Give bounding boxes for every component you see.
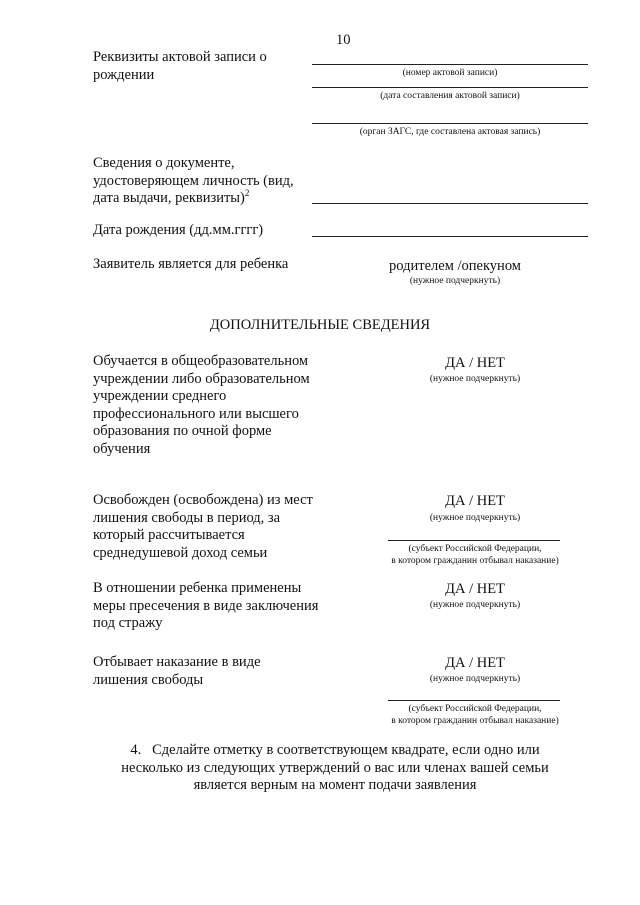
id-document-label: [93, 155, 308, 208]
item-released-label: Освобожден (освобождена) из мест лишения свободы в период, за который рассчитывается среднедушевой доход семьи: [93, 492, 313, 561]
item-studying-label: Обучается в общеобразовательном учреждении либо образовательном учреждении среднего профессионального или высшего образования по очной форме обучения: [93, 353, 310, 457]
page-number: 10: [336, 32, 351, 48]
birth-record-number-line[interactable]: [312, 64, 588, 65]
footnote-marker: 2: [244, 188, 250, 199]
item-released-answer[interactable]: ДА / НЕТ: [445, 493, 505, 509]
item-serving-subject-hint-1: (субъект Российской Федерации,: [408, 704, 542, 714]
item-serving-answer[interactable]: ДА / НЕТ: [445, 655, 505, 671]
birth-record-label: Реквизиты актовой записи о рождении: [93, 49, 267, 83]
birth-record-office-hint: (орган ЗАГС, где составлена актовая запись): [359, 127, 541, 137]
item-serving-subject-hint-2: в котором гражданин отбывал наказание): [391, 716, 559, 726]
item-serving-subject-line[interactable]: [388, 700, 560, 701]
item-studying-answer[interactable]: ДА / НЕТ: [445, 355, 505, 371]
id-document-label-text: Сведения о документе, удостоверяющем личность (вид, дата выдачи, реквизиты): [93, 155, 294, 206]
id-document-line[interactable]: [312, 203, 588, 204]
birth-record-date-line[interactable]: [312, 87, 588, 88]
birth-record-date-hint: (дата составления актовой записи): [380, 91, 520, 101]
item-released-subject-hint-2: в котором гражданин отбывал наказание): [391, 556, 559, 566]
instruction-text: Сделайте отметку в соответствующем квадрате, если одно или несколько из следующих утверждений о вас или членах вашей семьи является верным на момент подачи заявления: [121, 742, 549, 793]
birth-date-label: Дата рождения (дд.мм.гггг): [93, 222, 264, 238]
item-detention-label: В отношении ребенка применены меры пресечения в виде заключения под стражу: [93, 580, 319, 631]
applicant-label: Заявитель является для ребенка: [93, 256, 289, 272]
birth-date-line[interactable]: [312, 236, 588, 237]
item-released-hint: (нужное подчеркнуть): [429, 513, 521, 523]
applicant-hint: (нужное подчеркнуть): [409, 276, 501, 286]
item-serving-label: Отбывает наказание в виде лишения свободы: [93, 654, 261, 688]
item-serving-hint: (нужное подчеркнуть): [429, 674, 521, 684]
item-released-subject-line[interactable]: [388, 540, 560, 541]
item-detention-answer[interactable]: ДА / НЕТ: [445, 581, 505, 597]
item-detention-hint: (нужное подчеркнуть): [429, 600, 521, 610]
birth-record-office-line[interactable]: [312, 123, 588, 124]
item-studying-hint: (нужное подчеркнуть): [429, 374, 521, 384]
birth-record-number-hint: (номер актовой записи): [402, 68, 498, 78]
instruction-paragraph: [112, 742, 558, 795]
applicant-value[interactable]: родителем /опекуном: [389, 258, 521, 274]
item-released-subject-hint-1: (субъект Российской Федерации,: [408, 544, 542, 554]
section-title: ДОПОЛНИТЕЛЬНЫЕ СВЕДЕНИЯ: [209, 317, 431, 333]
instruction-number: 4.: [130, 742, 142, 758]
